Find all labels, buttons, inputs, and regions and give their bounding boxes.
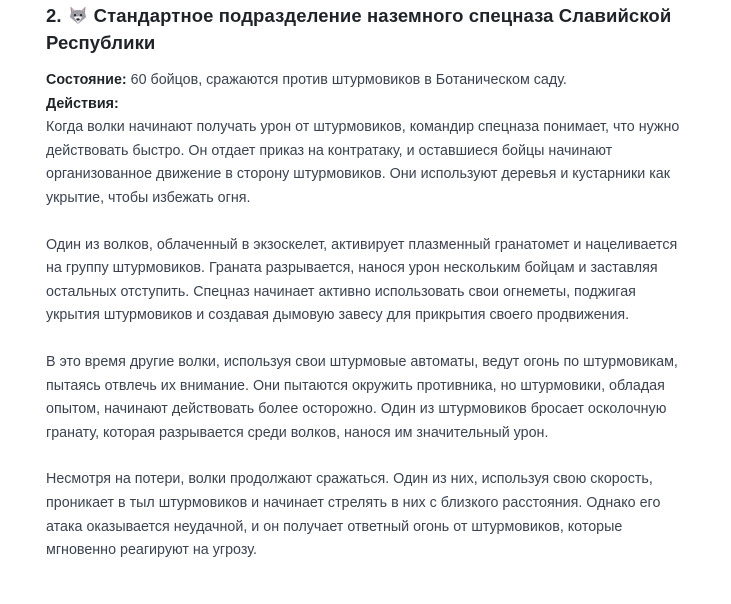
section-number: 2. <box>46 5 62 26</box>
paragraph: В это время другие волки, используя свои штурмовые автоматы, ведут огонь по штурмовикам, пытаясь отвлечь их внимание. Они пытаются окружить противника, но штурмовики, обладая опытом, начинают действовать более осторожно. Один из штурмовиков бросает осколочную гранату, которая разрывается среди волков, нанося им значительный урон. <box>46 353 678 441</box>
section-heading <box>46 0 686 56</box>
paragraph: Когда волки начинают получать урон от штурмовиков, командир спецназа понимает, что нужно действовать быстро. Он отдает приказ на контратаку, и оставшиеся бойцы начинают организованное движение в сторону штурмовиков. Они используют деревья и кустарники как укрытие, чтобы избежать огня. <box>46 119 680 206</box>
status-label: Состояние: <box>46 72 127 88</box>
article-section <box>46 0 686 563</box>
section-title: Стандартное подразделение наземного спецназа Славийской Республики <box>46 5 672 53</box>
status-text: 60 бойцов, сражаются против штурмовиков в Ботаническом саду. <box>126 72 567 88</box>
paragraph: Один из волков, облаченный в экзоскелет, активирует плазменный гранатомет и нацеливается на группу штурмовиков. Граната разрывается, нанося урон нескольким бойцам и заставляя остальных отступить. Спецназ начинает активно использовать свои огнеметы, поджигая укрытия штурмовиков и создавая дымовую завесу для прикрытия своего продвижения. <box>46 236 678 324</box>
actions-label: Действия: <box>46 95 119 112</box>
paragraph: Несмотря на потери, волки продолжают сражаться. Один из них, используя свою скорость, проникает в тыл штурмовиков и начинает стрелять в них с близкого расстояния. Однако его атака оказывается неудачной, и он получает ответный огонь от штурмовиков, которые мгновенно реагируют на угрозу. <box>46 471 661 559</box>
status-line <box>46 69 686 93</box>
wolf-face-icon <box>68 5 88 25</box>
actions-label-line <box>46 93 686 117</box>
